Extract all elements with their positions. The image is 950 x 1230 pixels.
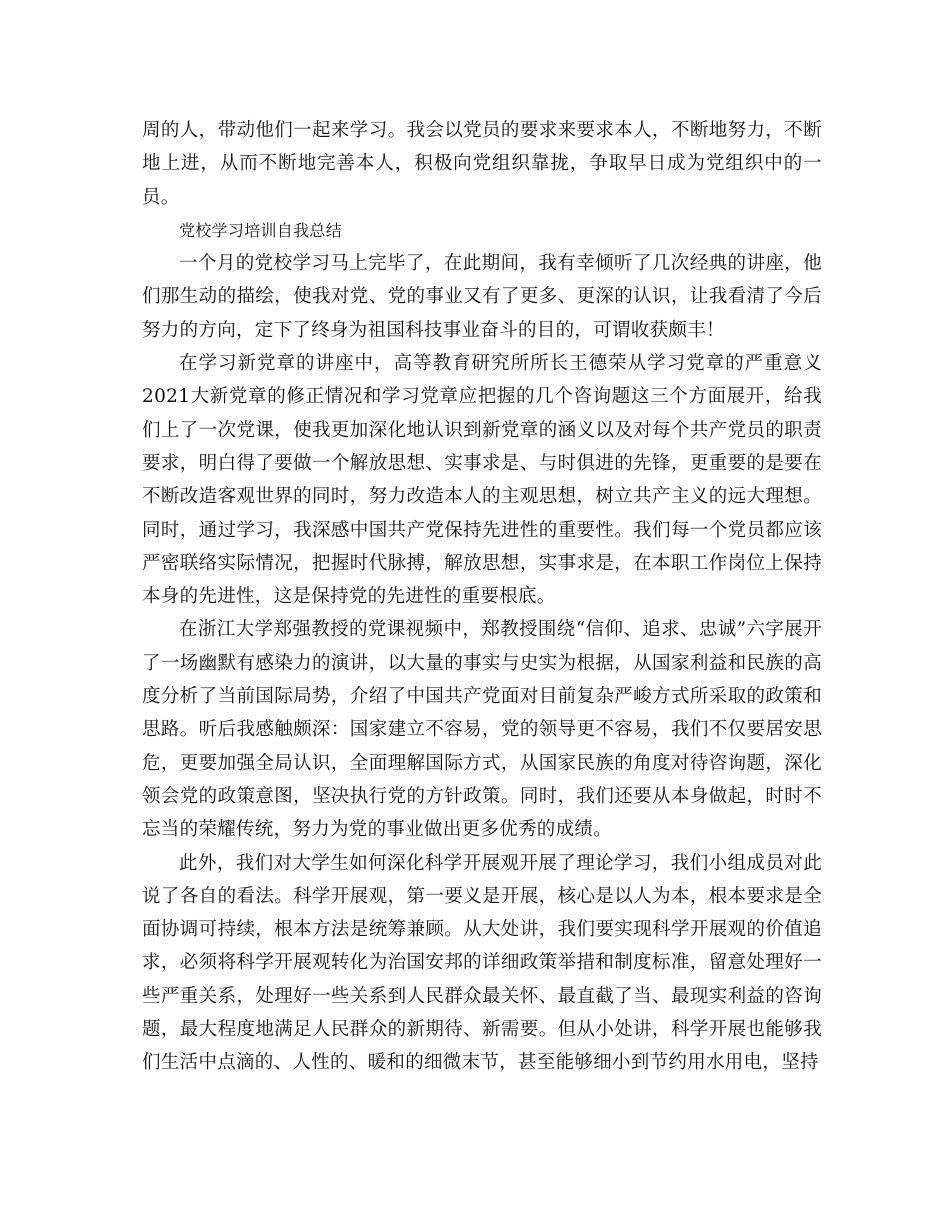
paragraph-lecture-video: 在浙江大学郑强教授的党课视频中，郑教授围绕“信仰、追求、忠诚”六字展开了一场幽默有感染力的演讲，以大量的事实与史实为根据，从国家利益和民族的高度分析了当前国际局势，介绍了中国共产党面对目前复杂严峻方式所采取的政策和思路。听后我感触颇深：国家建立不容易，党的领导更不容易，我们不仅要居安思危，更要加强全局认识，全面理解国际方式，从国家民族的角度对待咨询题，深化领会党的政策意图，坚决执行党的方针政策。同时，我们还要从本身做起，时时不忘当的荣耀传统，努力为党的事业做出更多优秀的成绩。 [142,619,822,841]
paragraph-intro: 一个月的党校学习马上完毕了，在此期间，我有幸倾听了几次经典的讲座，他们那生动的描绘，使我对党、党的事业又有了更多、更深的认识，让我看清了今后努力的方向，定下了终身为祖国科技事业奋斗的目的，可谓收获颇丰！ [142,253,822,341]
paragraph-continuation: 周的人，带动他们一起来学习。我会以党员的要求来要求本人，不断地努力，不断地上进，从而不断地完善本人，积极向党组织靠拢，争取早日成为党组织中的一员。 [142,120,822,208]
paragraph-scientific-development: 此外，我们对大学生如何深化科学开展观开展了理论学习，我们小组成员对此说了各自的看法。科学开展观，第一要义是开展，核心是以人为本，根本要求是全面协调可持续，根本方法是统筹兼顾。从大处讲，我们要实现科学开展观的价值追求，必须将科学开展观转化为治国安邦的详细政策举措和制度标准，留意处理好一些严重关系，处理好一些关系到人民群众最关怀、最直截了当、最现实利益的咨询题，最大程度地满足人民群众的新期待、新需要。但从小处讲，科学开展也能够我们生活中点滴的、人性的、暖和的细微末节，甚至能够细小到节约用水用电，坚持 [142,852,822,1074]
section-heading: 党校学习培训自我总结 [179,220,343,240]
paragraph-party-constitution: 在学习新党章的讲座中，高等教育研究所所长王德荣从学习党章的严重意义2021大新党章的修正情况和学习党章应把握的几个咨询题这三个方面展开，给我们上了一次党课，使我更加深化地认识到新党章的涵义以及对每个共产党员的职责要求，明白得了要做一个解放思想、实事求是、与时俱进的先锋，更重要的是要在不断改造客观世界的同时，努力改造本人的主观思想，树立共产主义的远大理想。同时，通过学习，我深感中国共产党保持先进性的重要性。我们每一个党员都应该严密联络实际情况，把握时代脉搏，解放思想，实事求是，在本职工作岗位上保持本身的先进性，这是保持党的先进性的重要根底。 [142,353,822,608]
document-body [142,114,822,1080]
